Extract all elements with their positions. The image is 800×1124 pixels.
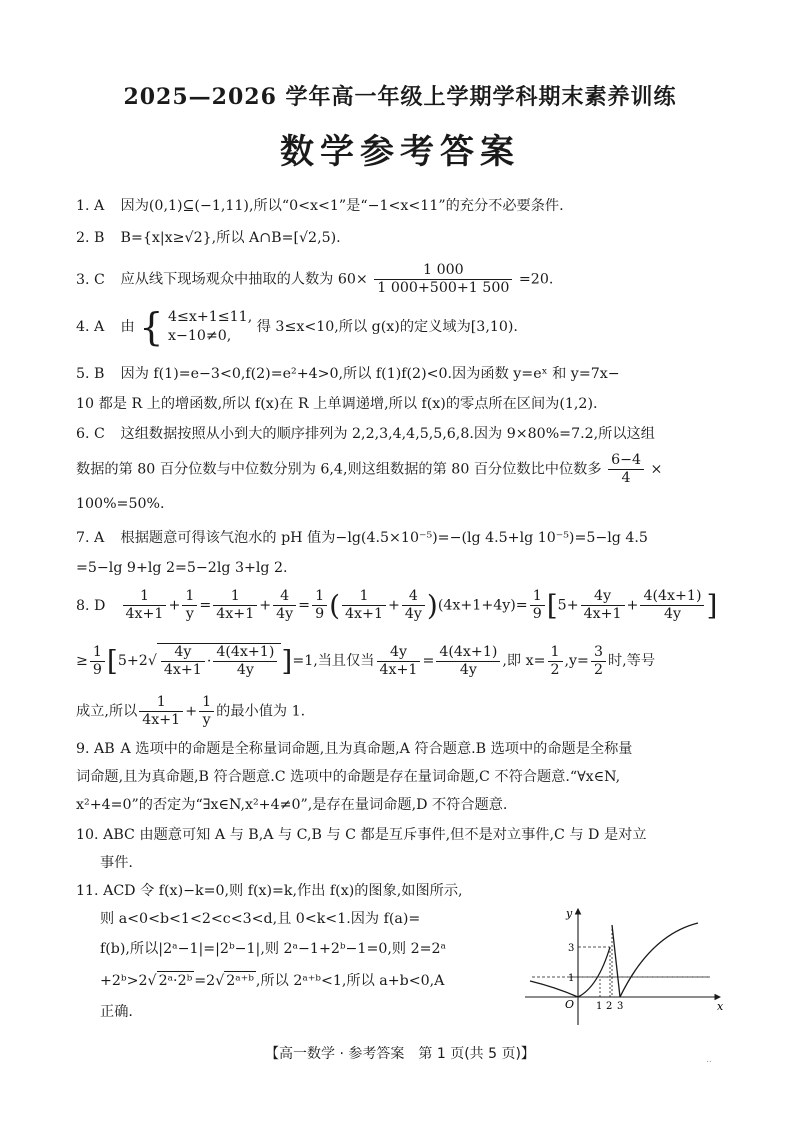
curve-drop — [612, 925, 620, 997]
fraction-numerator: 4(4x+1) — [640, 588, 704, 606]
fraction — [213, 588, 257, 623]
fraction — [161, 644, 205, 679]
tick-label-x: 2 — [606, 1001, 613, 1012]
answer-text: 因为 f(1)=e−3<0,f(2)=e²+4>0,所以 f(1)f(2)<0.因为函数 y=eˣ 和 y=7x− — [120, 366, 620, 382]
answer-9-cont2 — [76, 796, 726, 815]
answer-6-cont2 — [76, 495, 726, 514]
answer-3 — [76, 262, 726, 297]
fraction-denominator: 9 — [315, 606, 325, 622]
fraction-denominator: 4x+1 — [163, 662, 202, 678]
corner-mark: .. — [706, 1055, 712, 1065]
system-line: x−10≠0, — [167, 328, 232, 344]
fraction-numerator: 4(4x+1) — [213, 644, 277, 662]
tick-label-y: 3 — [568, 943, 575, 954]
fraction-denominator: y — [202, 712, 211, 728]
fraction — [377, 644, 421, 679]
answer-2 — [76, 229, 726, 248]
fraction — [581, 588, 625, 623]
bracket-open: [ — [546, 589, 558, 622]
fraction-denominator: 4y — [236, 662, 254, 678]
answer-11-cont — [100, 910, 520, 929]
fraction — [90, 644, 105, 679]
math-op: = — [422, 653, 435, 669]
fraction — [273, 588, 296, 623]
fraction — [640, 588, 704, 623]
answer-11-cont2 — [100, 940, 520, 959]
tick-label-x: 1 — [596, 1001, 603, 1012]
answer-text: 根据题意可得该气泡水的 pH 值为−lg(4.5×10⁻⁵)=−(lg 4.5+lg 10⁻⁵)=5−lg 4.5 — [120, 530, 648, 546]
fraction — [608, 452, 644, 487]
fraction-denominator: y — [185, 606, 194, 622]
answer-10-cont — [100, 854, 750, 873]
paren-close: ) — [426, 589, 438, 622]
inequality-system — [168, 308, 252, 346]
fraction — [123, 588, 167, 623]
function-graph — [520, 905, 730, 1030]
fraction-numerator: 4 — [402, 588, 425, 606]
answer-text: 应从线下现场观众中抽取的人数为 60× — [120, 271, 368, 288]
page-title-line1: 2025—2026 学年高一年级上学期学科期末素养训练 — [123, 84, 677, 110]
fraction-numerator: 6−4 — [608, 452, 644, 470]
fraction — [436, 644, 500, 679]
fraction-numerator: 1 — [213, 588, 257, 606]
answer-8-cont2 — [76, 694, 726, 729]
fraction — [199, 694, 214, 729]
answer-1 — [76, 197, 726, 216]
math-text: 的最小值为 1. — [216, 703, 306, 720]
fraction — [213, 644, 277, 679]
answer-text: +2ᵇ>2 — [100, 973, 148, 989]
answer-number: 3. C — [76, 271, 105, 288]
answer-number: 7. A — [76, 530, 105, 546]
answer-text: × — [650, 461, 663, 478]
math-text: 5+2 — [117, 653, 148, 669]
math-text: 成立,所以 — [76, 703, 138, 720]
answer-number: 1. A — [76, 198, 105, 214]
fraction-numerator: 1 — [90, 644, 105, 662]
answer-text: 令 f(x)−k=0,则 f(x)=k,作出 f(x)的图象,如图所示, — [140, 883, 463, 899]
answer-text: 数据的第 80 百分位数与中位数分别为 6,4,则这组数据的第 80 百分位数比中位数多 — [76, 461, 602, 478]
answer-number: 2. B — [76, 230, 105, 246]
brace-symbol: { — [139, 305, 164, 349]
axis-label-x: x — [717, 1000, 724, 1013]
answer-text: 得 3≤x<10,所以 g(x)的定义域为[3,10). — [256, 319, 518, 335]
fraction-denominator: 4x+1 — [583, 606, 622, 622]
answer-text: x²+4=0”的否定为“∃x∈N,x²+4≠0”,是存在量词命题,D 不符合题意. — [76, 797, 508, 813]
page-title-line2: 数学参考答案 — [280, 132, 520, 172]
answer-text: 事件. — [100, 855, 133, 871]
fraction-denominator: 2 — [593, 661, 603, 678]
sqrt-symbol: √ — [147, 973, 157, 989]
answer-text: ,所以 2ᵃ⁺ᵇ<1,所以 a+b<0,A — [255, 973, 445, 989]
math-text: ,即 x= — [502, 653, 546, 669]
answer-text: =2 — [194, 973, 216, 989]
fraction-numerator: 1 — [342, 588, 386, 606]
answer-number: 4. A — [76, 319, 105, 335]
fraction-numerator: 1 — [199, 694, 214, 712]
paren-open: ( — [329, 589, 341, 622]
sqrt-symbol: √ — [215, 973, 225, 989]
answer-text: 正确. — [100, 1004, 133, 1020]
answer-5-cont — [76, 395, 726, 414]
answer-text: 100%=50%. — [76, 496, 165, 512]
sqrt-radicand — [157, 643, 282, 679]
fraction-denominator: 1 000+500+1 500 — [377, 280, 510, 296]
fraction-denominator: 4y — [404, 606, 422, 622]
fraction-numerator: 4y — [377, 644, 421, 662]
math-op: ≥ — [76, 653, 88, 669]
sqrt-radicand: 2ᵃ·2ᵇ — [158, 973, 193, 989]
answer-text: f(b),所以|2ᵃ−1|=|2ᵇ−1|,则 2ᵃ−1+2ᵇ−1=0,则 2=2ᵃ — [100, 941, 446, 957]
fraction — [591, 644, 606, 679]
answer-text: B={x|x≥√2},所以 A∩B=[√2,5). — [120, 230, 341, 246]
answer-8: 8. D $\frac{1}{4x+1}$ + $\frac{1}{y}$ = $\frac{1}{4x+1}$ + $\frac{4}{4y}$ = $\frac{1}{9}$ ( $\frac{1}{4x+1}$ + $\frac{4}{4y}$ )(4x+1+4y)= $\frac{1}{9}$ [5+ $\frac{4y}{4x+1}$ + $\frac{4(4x+1)}{4y}$ ] — [76, 588, 718, 622]
fraction-numerator: 1 — [182, 588, 197, 606]
answer-text: 因为(0,1)⊆(−1,11),所以“0<x<1”是“−1<x<11”的充分不必要条件. — [120, 198, 564, 214]
math-op: · — [206, 653, 212, 670]
fraction-numerator: 1 — [548, 644, 563, 662]
curve-left — [530, 947, 610, 997]
answer-9-cont — [76, 768, 726, 787]
fraction — [312, 588, 327, 623]
fraction-numerator: 1 — [530, 588, 545, 606]
sqrt-radicand: 2ᵃ⁺ᵇ — [226, 973, 254, 989]
fraction-denominator: 4x+1 — [125, 606, 164, 622]
sqrt-symbol: √ — [147, 653, 157, 669]
fraction-numerator: 1 000 — [374, 262, 512, 280]
fraction-numerator: 4(4x+1) — [436, 644, 500, 662]
answer-9 — [76, 740, 726, 759]
fraction-denominator: 2 — [550, 661, 560, 678]
fraction — [530, 588, 545, 623]
answer-number: 10. ABC — [76, 827, 135, 843]
axis-label-y: y — [566, 907, 573, 920]
bracket-open: [ — [106, 644, 118, 678]
math-text: (4x+1+4y)= — [437, 597, 528, 614]
answer-text: 词命题,且为真命题,B 符合题意.C 选项中的命题是存在量词命题,C 不符合题意.“∀x∈N, — [76, 769, 621, 785]
fraction-numerator: 1 — [123, 588, 167, 606]
answer-number: 5. B — [76, 366, 105, 382]
answer-text: 由题意可知 A 与 B,A 与 C,B 与 C 都是互斥事件,但不是对立事件,C 与 D 是对立 — [139, 827, 647, 843]
tick-label-y: 1 — [568, 973, 575, 984]
answer-text: =5−lg 9+lg 2=5−2lg 3+lg 2. — [76, 560, 288, 576]
answer-number: 6. C — [76, 426, 105, 442]
math-op: = — [199, 597, 212, 614]
answer-text: 这组数据按照从小到大的顺序排列为 2,2,3,4,4,5,5,6,8.因为 9×80%=7.2,所以这组 — [120, 426, 655, 442]
system-line: 4≤x+1≤11, — [167, 309, 253, 325]
fraction-numerator: 4 — [273, 588, 296, 606]
origin-label: O — [565, 998, 575, 1011]
fraction-numerator: 1 — [312, 588, 327, 606]
fraction-numerator: 4y — [161, 644, 205, 662]
answer-number: 8. D — [76, 597, 106, 614]
answer-6-cont — [76, 452, 726, 487]
answer-text: =20. — [518, 271, 554, 288]
fraction-denominator: 9 — [92, 661, 102, 678]
fraction-denominator: 4y — [459, 661, 477, 678]
answer-7 — [76, 529, 726, 548]
answer-text: 则 a<0<b<1<2<c<3<d,且 0<k<1.因为 f(a)= — [100, 911, 421, 927]
fraction — [374, 262, 512, 297]
fraction — [548, 644, 563, 679]
fraction-denominator: 9 — [532, 606, 542, 622]
fraction-numerator: 1 — [139, 694, 183, 712]
math-text: ,y= — [564, 653, 589, 669]
fraction-denominator: 4y — [276, 606, 294, 622]
math-op: + — [168, 597, 181, 614]
tick-label-x: 3 — [617, 1001, 624, 1012]
curve-right — [620, 923, 698, 997]
answer-text: A 选项中的命题是全称量词命题,且为真命题,A 符合题意.B 选项中的命题是全称量 — [120, 741, 633, 757]
answer-4 — [76, 305, 726, 349]
math-text: =1,当且仅当 — [292, 653, 375, 669]
math-op: + — [185, 703, 198, 720]
fraction-denominator: 4x+1 — [216, 606, 255, 622]
math-text: 时,等号 — [607, 653, 656, 669]
fraction — [139, 694, 183, 729]
fraction — [402, 588, 425, 623]
fraction — [182, 588, 197, 623]
fraction-denominator: 4y — [663, 606, 681, 622]
math-text: 5+ — [557, 597, 579, 614]
answer-6 — [76, 425, 726, 444]
bracket-close: ] — [706, 589, 718, 622]
math-op: + — [626, 597, 639, 614]
answer-11 — [76, 882, 726, 901]
answer-number: 11. ACD — [76, 883, 136, 899]
math-op: + — [259, 597, 272, 614]
fraction — [342, 588, 386, 623]
fraction-denominator: 4x+1 — [142, 712, 181, 728]
fraction-denominator: 4x+1 — [345, 606, 383, 622]
answer-10 — [76, 826, 726, 845]
math-op: = — [298, 597, 311, 614]
answer-text: 10 都是 R 上的增函数,所以 f(x)在 R 上单调递增,所以 f(x)的零点所在区间为(1,2). — [76, 396, 598, 412]
answer-number: 9. AB — [76, 741, 115, 757]
bracket-close: ] — [281, 644, 293, 678]
fraction-numerator: 3 — [591, 644, 606, 662]
page-footer: 【高一数学 · 参考答案 第 1 页(共 5 页)】 — [265, 1046, 535, 1062]
answer-text: 由 — [120, 319, 135, 335]
answer-7-cont — [76, 559, 726, 578]
fraction-denominator: 4x+1 — [379, 661, 418, 678]
fraction-denominator: 4 — [621, 470, 631, 486]
answer-11-cont3 — [100, 971, 520, 991]
fraction-numerator: 4y — [581, 588, 625, 606]
answer-8-cont — [76, 643, 736, 679]
answer-5 — [76, 365, 726, 384]
